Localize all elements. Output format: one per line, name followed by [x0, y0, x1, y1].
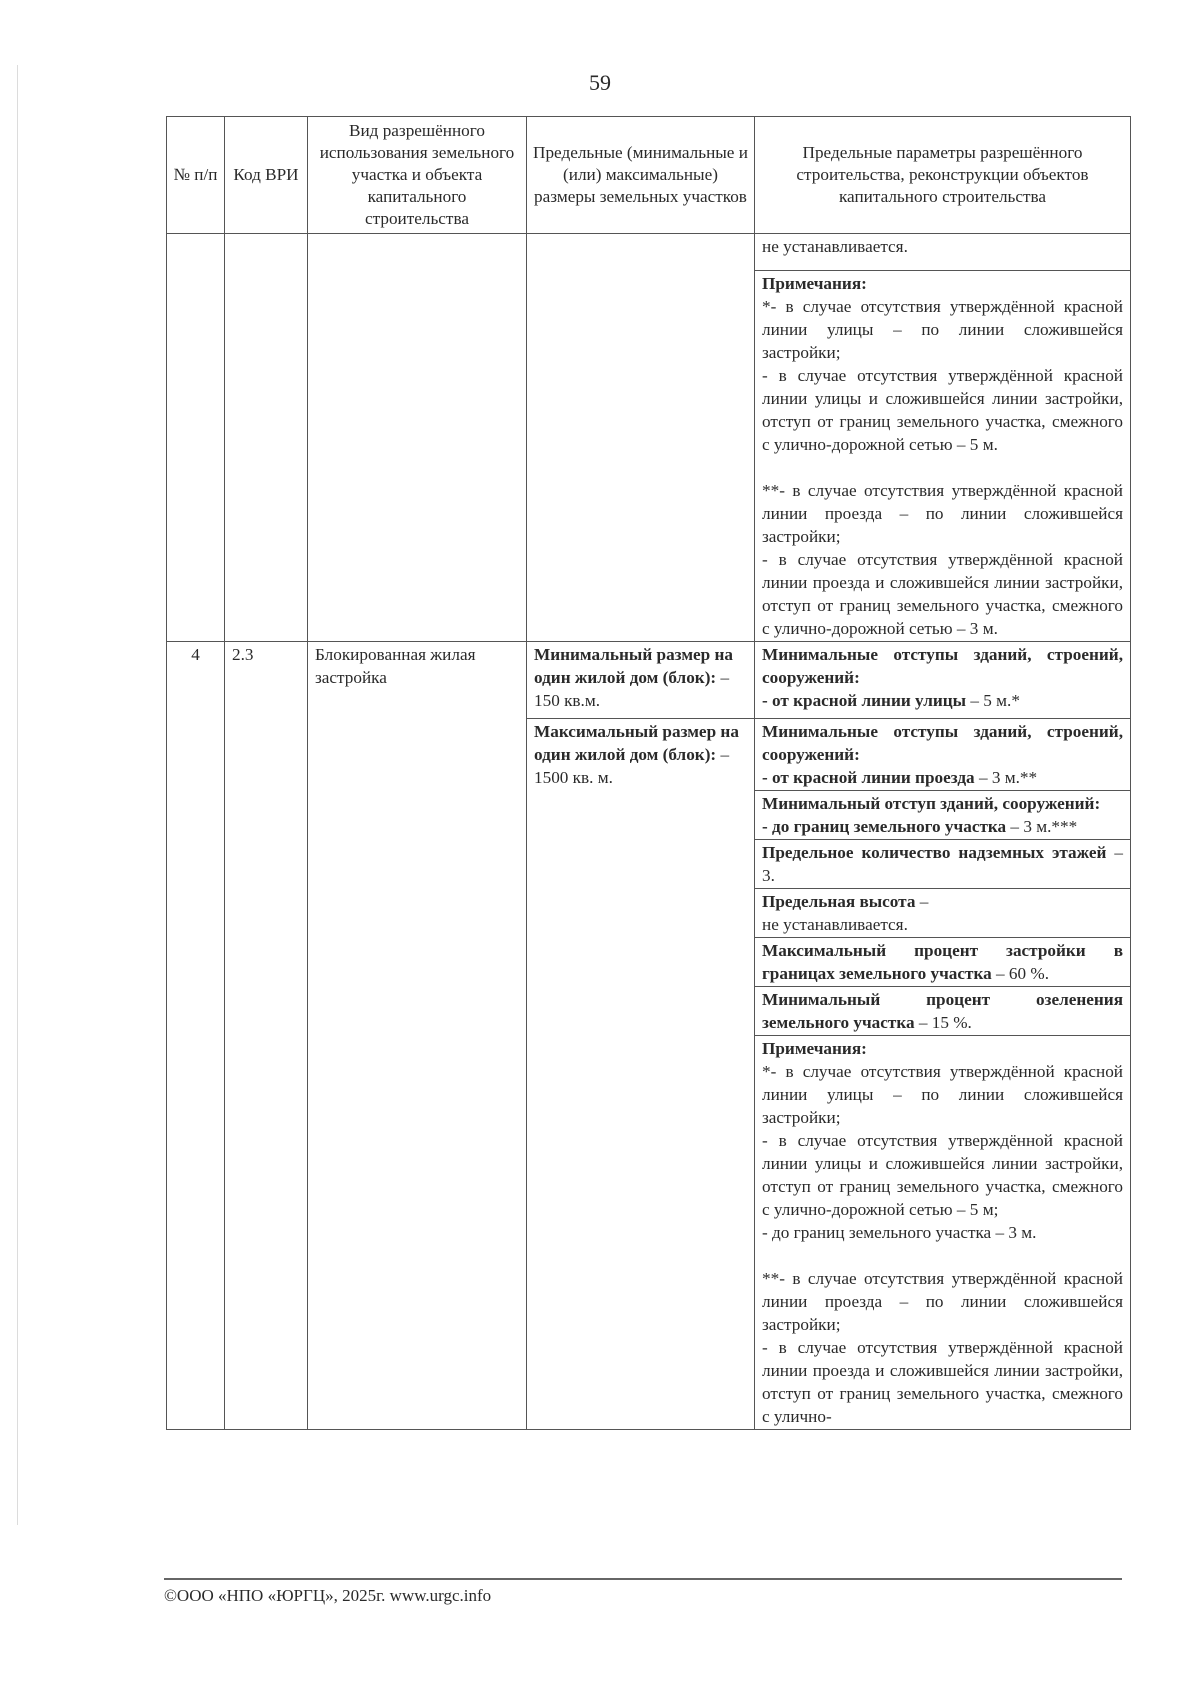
param-cell: Минимальные отступы зданий, строений, сооружений: - от красной линии улицы – 5 м.*: [755, 642, 1131, 719]
footer-divider: [164, 1578, 1122, 1580]
row-use: Блокированная жилая застройка: [308, 642, 527, 1430]
min-size-cell: Минимальный размер на один жилой дом (блок): –150 кв.м.: [527, 642, 755, 719]
header-size: Предельные (минимальные и (или) максимальные) размеры земельных участков: [527, 117, 755, 234]
note-text: *- в случае отсутствия утверждённой красной линии улицы – по линии сложившейся застройки;: [762, 1062, 1123, 1127]
cont-size-cell: [527, 234, 755, 642]
note-text: **- в случае отсутствия утверждённой красной линии проезда – по линии сложившейся застройки;: [762, 1269, 1123, 1334]
cont-param-cell: не устанавливается.: [755, 234, 1131, 271]
note-text: - до границ земельного участка – 3 м.: [762, 1223, 1037, 1242]
max-size-cell: Максимальный размер на один жилой дом (блок): – 1500 кв. м.: [527, 719, 755, 1430]
note-text: - в случае отсутствия утверждённой красной линии улицы и сложившейся линии застройки, отступ от границ земельного участка, смежного с улично-дорожной сетью – 5 м;: [762, 1131, 1123, 1219]
cont-code-cell: [225, 234, 308, 642]
footer-copyright: ©ООО «НПО «ЮРГЦ», 2025г. www.urgc.info: [164, 1586, 492, 1605]
note-text: *- в случае отсутствия утверждённой красной линии улицы – по линии сложившейся застройки;: [762, 297, 1123, 362]
row-code: 2.3: [225, 642, 308, 1430]
scan-edge-line: [17, 65, 18, 1525]
header-params: Предельные параметры разрешённого строительства, реконструкции объектов капитального строительства: [755, 117, 1131, 234]
header-code: Код ВРИ: [225, 117, 308, 234]
cont-use-cell: [308, 234, 527, 642]
note-text: **- в случае отсутствия утверждённой красной линии проезда – по линии сложившейся застройки;: [762, 481, 1123, 546]
notes-cell: [755, 1036, 1131, 1430]
note-text: - в случае отсутствия утверждённой красной линии проезда и сложившейся линии застройки, отступ от границ земельного участка, смежного с улично-дорожной сетью – 3 м.: [762, 550, 1123, 638]
table-header-row: [167, 117, 1131, 234]
cont-notes-cell: [755, 271, 1131, 642]
page-number: 59: [589, 70, 611, 95]
notes-title: Примечания:: [762, 1039, 867, 1058]
param-cell: Предельная высота – не устанавливается.: [755, 889, 1131, 938]
table-row: [167, 234, 1131, 271]
param-cell: Минимальный отступ зданий, сооружений: - до границ земельного участка – 3 м.***: [755, 791, 1131, 840]
param-cell: Минимальный процент озеленения земельного участка – 15 %.: [755, 987, 1131, 1036]
param-cell: Минимальные отступы зданий, строений, сооружений: - от красной линии проезда – 3 м.**: [755, 719, 1131, 791]
notes-title: Примечания:: [762, 274, 867, 293]
note-text: - в случае отсутствия утверждённой красной линии проезда и сложившейся линии застройки, отступ от границ земельного участка, смежного с улично-: [762, 1338, 1123, 1426]
header-num: № п/п: [167, 117, 225, 234]
param-cell: Предельное количество надземных этажей – 3.: [755, 840, 1131, 889]
regulations-table: [166, 116, 1131, 1430]
note-text: - в случае отсутствия утверждённой красной линии улицы и сложившейся линии застройки, отступ от границ земельного участка, смежного с улично-дорожной сетью – 5 м.: [762, 366, 1123, 454]
param-cell: Максимальный процент застройки в границах земельного участка – 60 %.: [755, 938, 1131, 987]
cont-num-cell: [167, 234, 225, 642]
header-use: Вид разрешённого использования земельного участка и объекта капитального строительства: [308, 117, 527, 234]
table-row: [167, 642, 1131, 719]
row-num: 4: [167, 642, 225, 1430]
